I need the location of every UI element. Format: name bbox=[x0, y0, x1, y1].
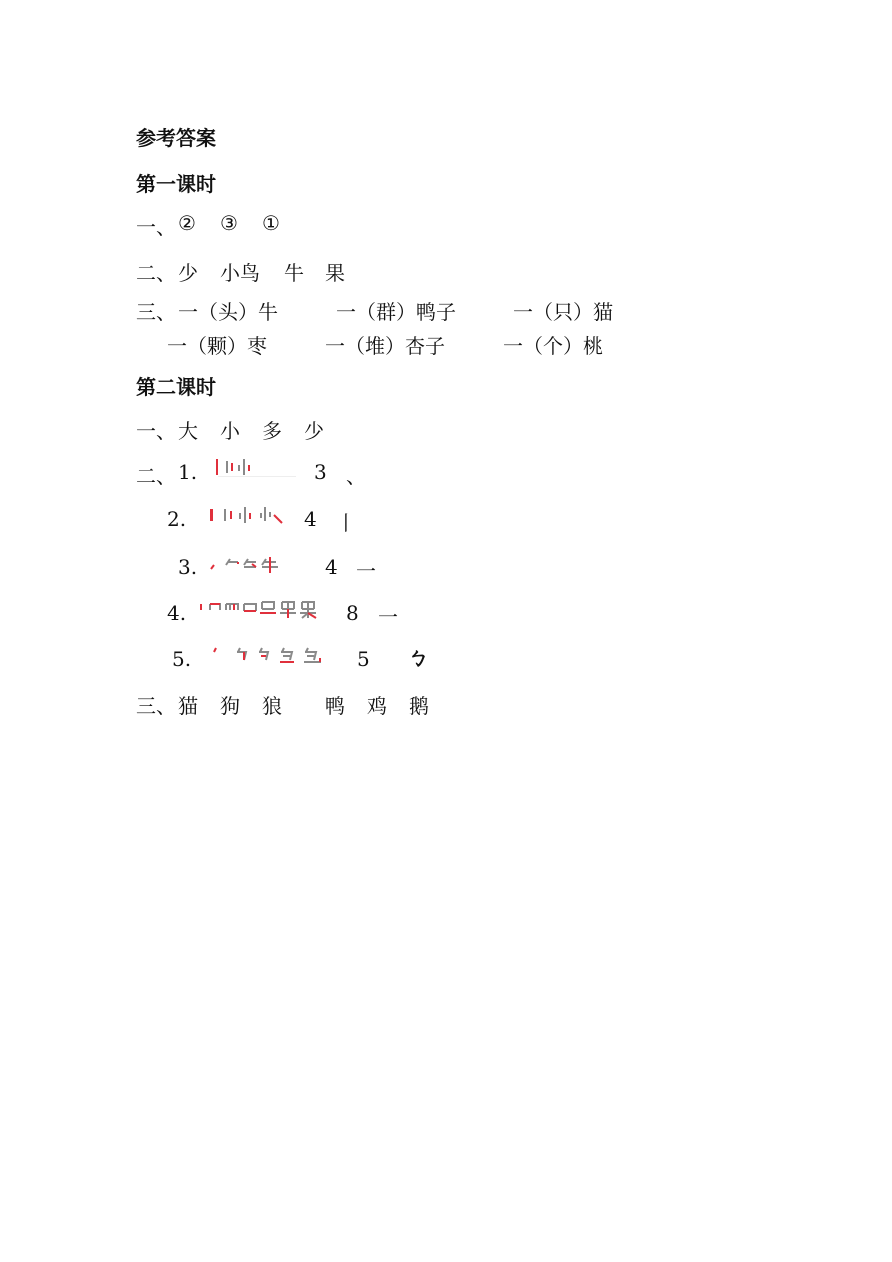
l2-q3-answer-2: 狗 bbox=[220, 694, 240, 718]
l1-q3-row1-item-1: 一（头）牛 bbox=[178, 300, 278, 324]
lesson1-heading: 第一课时 bbox=[136, 172, 216, 196]
l1-q3-row1-item-3: 一（只）猫 bbox=[513, 300, 613, 324]
l1-q2-answer-2: 小鸟 bbox=[220, 261, 260, 285]
l2-q2-item1-number: 1. bbox=[178, 460, 198, 484]
l1-q2-answer-3: 牛 bbox=[284, 261, 304, 285]
l2-q3-answer-6: 鹅 bbox=[409, 694, 429, 718]
l1-q3-row2-item-1: 一（颗）枣 bbox=[167, 334, 267, 358]
l1-q1-label: 一、 bbox=[136, 215, 176, 239]
l2-q2-item4-first-stroke: 一 bbox=[378, 605, 398, 629]
l2-q2-item3-number: 3. bbox=[178, 555, 198, 579]
l2-q2-item2-strokes: 4 bbox=[304, 507, 317, 531]
l2-q1-answer-2: 小 bbox=[220, 419, 240, 443]
stroke-order-image-1 bbox=[210, 455, 296, 479]
stroke-order-image-2 bbox=[206, 503, 290, 527]
l1-q3-label: 三、 bbox=[136, 300, 176, 324]
l2-q1-answer-3: 多 bbox=[262, 419, 282, 443]
stroke-order-image-3 bbox=[208, 551, 284, 575]
stroke-order-image-5 bbox=[208, 642, 328, 666]
l2-q1-answer-4: 少 bbox=[304, 419, 324, 443]
lesson2-heading: 第二课时 bbox=[136, 375, 216, 399]
l2-q2-item4-number: 4. bbox=[167, 601, 187, 625]
l1-q3-row2-item-2: 一（堆）杏子 bbox=[325, 334, 445, 358]
l1-q2-answer-4: 果 bbox=[325, 261, 345, 285]
l2-q3-label: 三、 bbox=[136, 694, 176, 718]
l2-q2-item4-strokes: 8 bbox=[346, 601, 359, 625]
l2-q2-item1-first-stroke: 、 bbox=[346, 464, 366, 488]
l1-q3-row1-item-2: 一（群）鸭子 bbox=[336, 300, 456, 324]
l2-q2-item3-strokes: 4 bbox=[325, 555, 338, 579]
l1-q1-answer-3: ① bbox=[262, 211, 280, 235]
l2-q2-label: 二、 bbox=[136, 464, 176, 488]
l2-q2-item2-first-stroke: 丨 bbox=[336, 511, 356, 535]
l2-q2-item1-strokes: 3 bbox=[314, 460, 327, 484]
l2-q3-answer-4: 鸭 bbox=[325, 694, 345, 718]
l2-q2-item3-first-stroke: 一 bbox=[356, 559, 376, 583]
l2-q2-item2-number: 2. bbox=[167, 507, 187, 531]
l1-q2-answer-1: 少 bbox=[178, 261, 198, 285]
l1-q1-answer-2: ③ bbox=[220, 211, 238, 235]
l2-q3-answer-1: 猫 bbox=[178, 694, 198, 718]
l2-q3-answer-3: 狼 bbox=[262, 694, 282, 718]
stroke-order-image-4 bbox=[196, 596, 332, 620]
l2-q3-answer-5: 鸡 bbox=[367, 694, 387, 718]
l2-q2-item5-number: 5. bbox=[172, 647, 192, 671]
l2-q2-item5-strokes: 5 bbox=[357, 647, 370, 671]
l2-q2-item5-first-stroke: ㄅ bbox=[407, 646, 430, 671]
l1-q1-answer-1: ② bbox=[178, 211, 196, 235]
l1-q2-label: 二、 bbox=[136, 261, 176, 285]
l2-q1-answer-1: 大 bbox=[178, 419, 198, 443]
l1-q3-row2-item-3: 一（个）桃 bbox=[503, 334, 603, 358]
page-title: 参考答案 bbox=[136, 126, 216, 150]
l2-q1-label: 一、 bbox=[136, 419, 176, 443]
